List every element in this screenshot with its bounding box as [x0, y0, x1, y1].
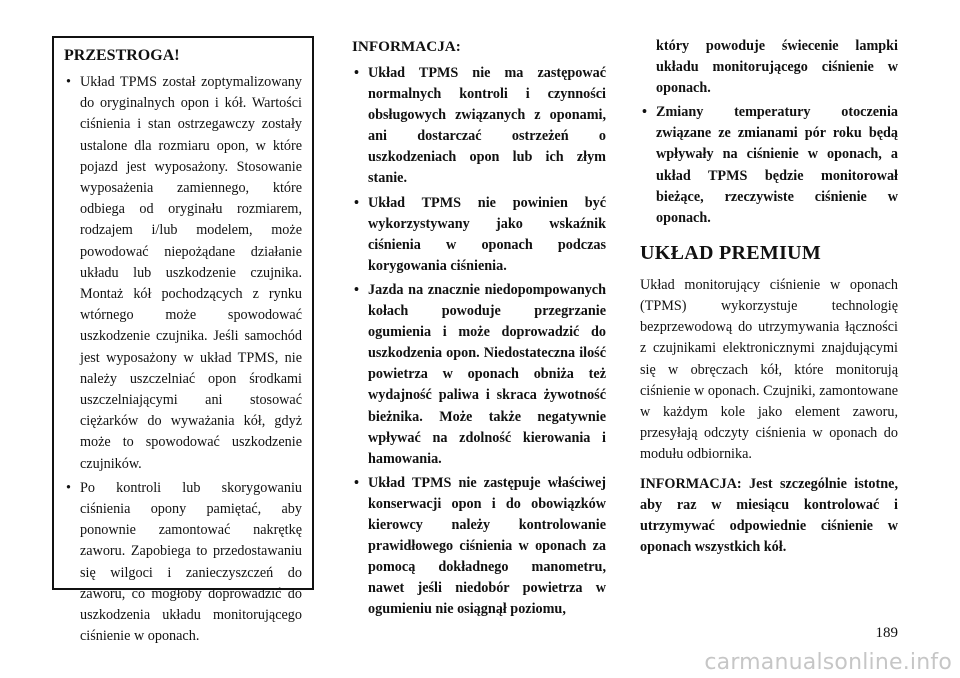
- info-note: INFORMACJA: Jest szczególnie istotne, aby raz w miesiącu kontrolować i utrzymywać odpowiednie ciśnienie w oponach wszystkich kół.: [640, 475, 898, 556]
- info-item: • Zmiany temperatury otoczenia związane ze zmianami pór roku będą wpływały na ciśnienie w oponach, a układ TPMS będzie monitorował bieżące, rzeczywiste ciśnienie w oponach.: [640, 102, 898, 229]
- column-middle: [352, 36, 606, 623]
- watermark: carmanualsonline.info: [704, 650, 952, 675]
- info-list-continued: [640, 36, 898, 229]
- page-number: 189: [875, 625, 898, 641]
- warning-box: [52, 36, 314, 645]
- section-heading: UKŁAD PREMIUM: [640, 241, 822, 264]
- warning-title: PRZESTROGA!: [64, 47, 180, 64]
- info-item: • Jazda na znacznie niedopompowanych kołach powoduje przegrzanie ogumienia i może doprowadzić do uszkodzenia opon. Niedostateczna ilość powietrza w oponach obniża też wydajność paliwa i skraca żywotność bieżnika. Może także negatywnie wpływać na zdolność kierowania i hamowania.: [352, 280, 606, 470]
- warning-list: [64, 72, 302, 647]
- warning-item: • Układ TPMS został zoptymalizowany do oryginalnych opon i kół. Wartości ciśnienia i stan ostrzegawczy zostały ustalone dla rozmiaru opon, w które pojazd jest wyposażony. Stosowanie wyposażenia zamiennego, które odbiega od oryginału rozmiarem, rodzajem i/lub modelem, może powodować niepożądane działanie układu lub uszkodzenie czujnika. Montaż kół pochodzących z rynku wtórnego może spowodować uszkodzenie czujnika. Jeśli samochód jest wyposażony w układ TPMS, nie należy uszczelniać opon środkami uszczelniającymi ani stosować ciężarków do wyważania kół, gdyż może to spowodować uszkodzenie czujników.: [64, 72, 302, 475]
- column-right: [640, 36, 898, 558]
- warning-item: • Po kontroli lub skorygowaniu ciśnienia opony pamiętać, aby ponownie zamontować nakrętkę zaworu. Zapobiega to przedostawaniu się wilgoci i zanieczyszczeń do zaworu, co mogłoby doprowadzić do uszkodzenia układu monitorującego ciśnienie w oponach.: [64, 478, 302, 648]
- info-title: INFORMACJA:: [352, 38, 461, 55]
- column-left: [52, 36, 314, 645]
- info-item-continuation: który powoduje świecenie lampki układu monitorującego ciśnienie w oponach.: [656, 38, 898, 97]
- info-list: [352, 63, 606, 620]
- info-item: • Układ TPMS nie ma zastępować normalnych kontroli i czynności obsługowych związanych z oponami, ani dostarczać ostrzeżeń o uszkodzeniach opon lub ich złym stanie.: [352, 63, 606, 190]
- info-item: • Układ TPMS nie zastępuje właściwej konserwacji opon i do obowiązków kierowcy należy kontrolowanie prawidłowego ciśnienia w oponach za pomocą dokładnego manometru, nawet jeśli niedobór powietrza w ogumieniu nie osiągnął poziomu,: [352, 473, 606, 621]
- section-paragraph: Układ monitorujący ciśnienie w oponach (TPMS) wykorzystuje technologię bezprzewodową do utrzymywania łączności z czujnikami elektronicznymi znajdującymi się w obręczach kół, które monitorują ciśnienie w oponach. Czujniki, zamontowane w każdym kole jako element zaworu, przesyłają odczyty ciśnienia w oponach do modułu odbiornika.: [640, 276, 898, 463]
- info-item: • Układ TPMS nie powinien być wykorzystywany jako wskaźnik ciśnienia w oponach podczas korygowania ciśnienia.: [352, 193, 606, 277]
